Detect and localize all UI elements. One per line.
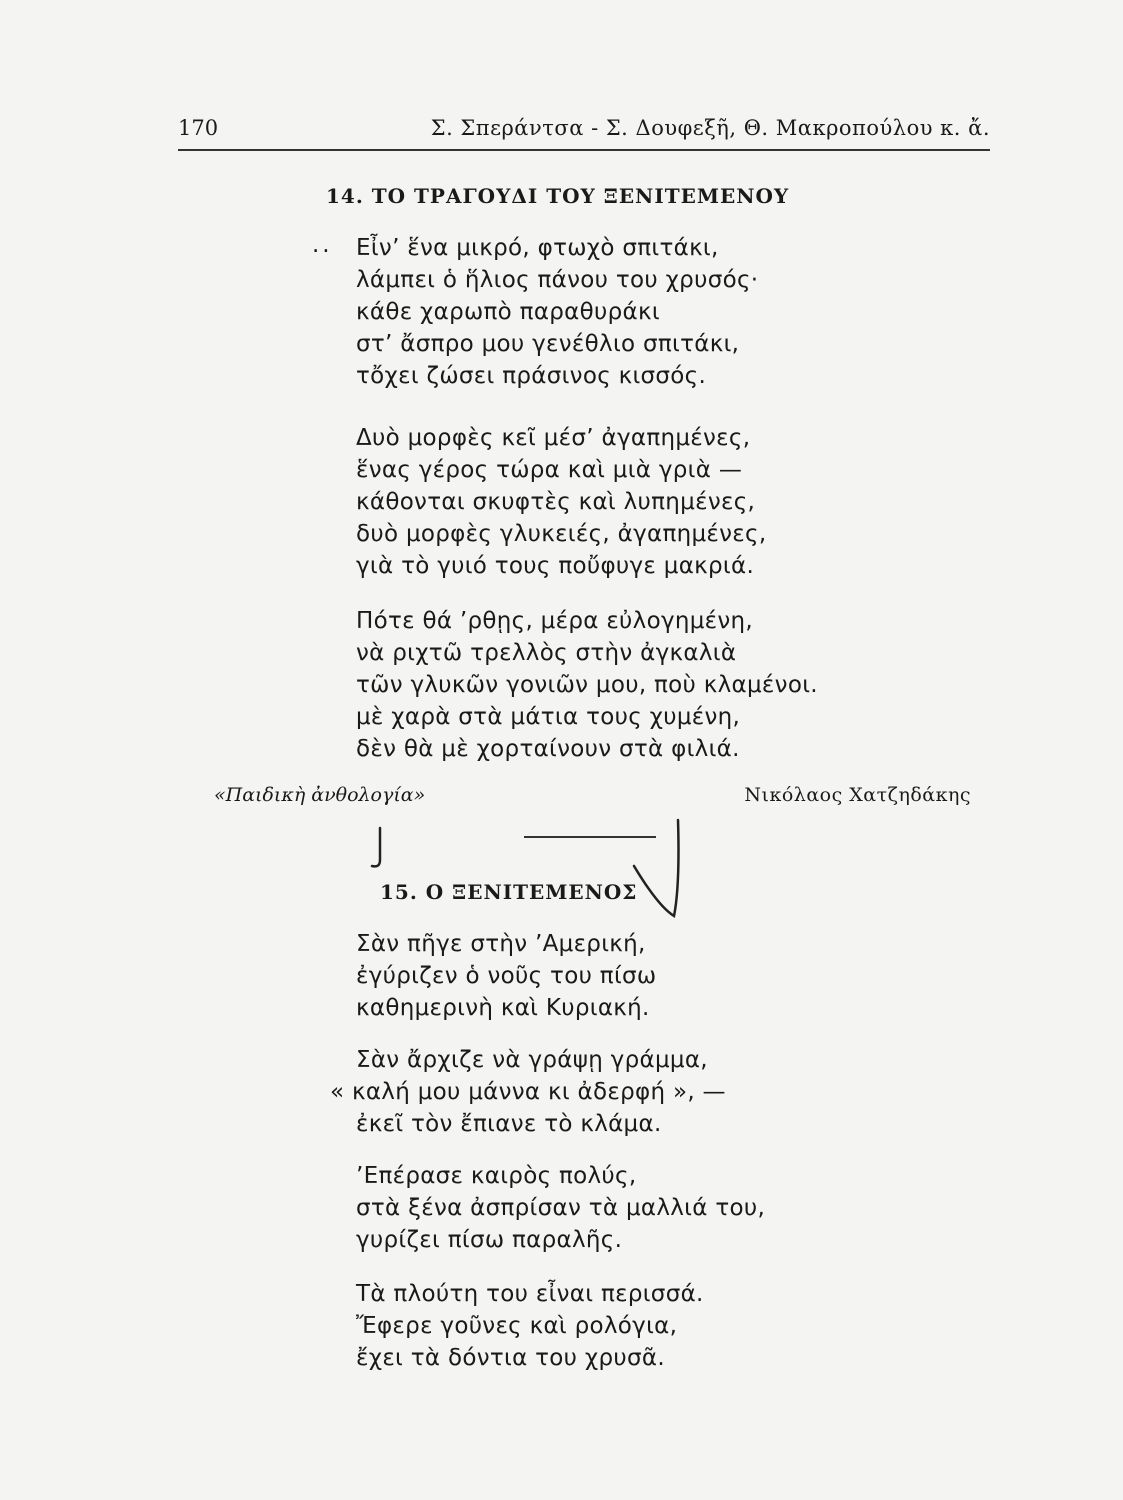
verse-line: στ’ ἄσπρο μου γενέθλιο σπιτάκι, bbox=[356, 331, 740, 357]
verse-line: νὰ ριχτῶ τρελλὸς στὴν ἀγκαλιὰ bbox=[356, 640, 737, 666]
verse-line: Τὰ πλούτη του εἶναι περισσά. bbox=[356, 1281, 704, 1307]
verse-line: ἔχει τὰ δόντια του χρυσᾶ. bbox=[356, 1345, 665, 1371]
author-name: Νικόλαος Χατζηδάκης bbox=[744, 784, 971, 806]
verse-line: καθημερινὴ καὶ Κυριακή. bbox=[356, 995, 650, 1021]
verse-line: Σὰν πῆγε στὴν ’Αμερική, bbox=[356, 931, 646, 957]
source-citation: «Παιδικὴ ἀνθολογία» bbox=[214, 784, 426, 806]
verse-line: δὲν θὰ μὲ χορταίνουν στὰ φιλιά. bbox=[356, 736, 740, 762]
header-rule bbox=[178, 149, 990, 151]
verse-line: ’Επέρασε καιρὸς πολύς, bbox=[356, 1163, 637, 1189]
poem-15-stanza-1 bbox=[356, 928, 656, 1024]
verse-line: γυρίζει πίσω παραλῆς. bbox=[356, 1227, 623, 1253]
verse-line: κάθε χαρωπὸ παραθυράκι bbox=[356, 299, 660, 325]
poem-14-stanza-3 bbox=[356, 605, 818, 765]
poem-14-stanza-1 bbox=[312, 232, 759, 392]
verse-line: Δυὸ μορφὲς κεῖ μέσ’ ἀγαπημένες, bbox=[356, 425, 751, 451]
poem-14-stanza-2 bbox=[356, 422, 766, 582]
verse-line: Ἔφερε γοῦνες καὶ ρολόγια, bbox=[356, 1313, 678, 1339]
verse-line: « καλή μου μάννα κι ἀδερφή », — bbox=[330, 1079, 726, 1105]
poem-15-stanza-4 bbox=[356, 1278, 704, 1374]
poem-title-15: 15. Ο ΞΕΝΙΤΕΜΕΝΟΣ bbox=[380, 880, 638, 904]
verse-line: ἕνας γέρος τώρα καὶ μιὰ γριὰ — bbox=[356, 457, 743, 483]
verse-line: ἐγύριζεν ὁ νοῦς του πίσω bbox=[356, 963, 657, 989]
verse-line: κάθονται σκυφτὲς καὶ λυπημένες, bbox=[356, 489, 756, 515]
verse-line: λάμπει ὁ ἥλιος πάνου του χρυσός· bbox=[356, 267, 759, 293]
poem-15-stanza-2 bbox=[330, 1044, 726, 1140]
verse-line: τῶν γλυκῶν γονιῶν μου, ποὺ κλαμένοι. bbox=[356, 672, 818, 698]
verse-line: στὰ ξένα ἀσπρίσαν τὰ μαλλιά του, bbox=[356, 1195, 766, 1221]
verse-line: ἐκεῖ τὸν ἔπιανε τὸ κλάμα. bbox=[356, 1111, 662, 1137]
poem-title-14: 14. ΤΟ ΤΡΑΓΟΥΔΙ ΤΟΥ ΞΕΝΙΤΕΜΕΝΟΥ bbox=[326, 184, 790, 208]
verse-line: Πότε θά ’ρθῃς, μέρα εὐλογημένη, bbox=[356, 608, 754, 634]
verse-line: δυὸ μορφὲς γλυκειές, ἀγαπημένες, bbox=[356, 521, 767, 547]
verse-line: γιὰ τὸ γυιό τους ποὔφυγε μακριά. bbox=[356, 553, 755, 579]
poem-15-stanza-3 bbox=[356, 1160, 765, 1256]
running-head: Σ. Σπεράντσα - Σ. Δουφεξῆ, Θ. Μακροπούλου κ. ἄ. bbox=[430, 116, 990, 140]
verse-line: τὄχει ζώσει πράσινος κισσός. bbox=[356, 363, 707, 389]
pen-check-mark bbox=[628, 816, 688, 920]
lead-dots: .. bbox=[312, 232, 333, 258]
verse-line: Σὰν ἄρχιζε νὰ γράψῃ γράμμα, bbox=[356, 1047, 708, 1073]
page-number: 170 bbox=[178, 116, 219, 140]
pen-mark-left bbox=[362, 826, 392, 876]
verse-line: μὲ χαρὰ στὰ μάτια τους χυμένη, bbox=[356, 704, 741, 730]
verse-line: Εἶν’ ἕνα μικρό, φτωχὸ σπιτάκι, bbox=[356, 235, 719, 261]
page-header bbox=[178, 116, 990, 150]
